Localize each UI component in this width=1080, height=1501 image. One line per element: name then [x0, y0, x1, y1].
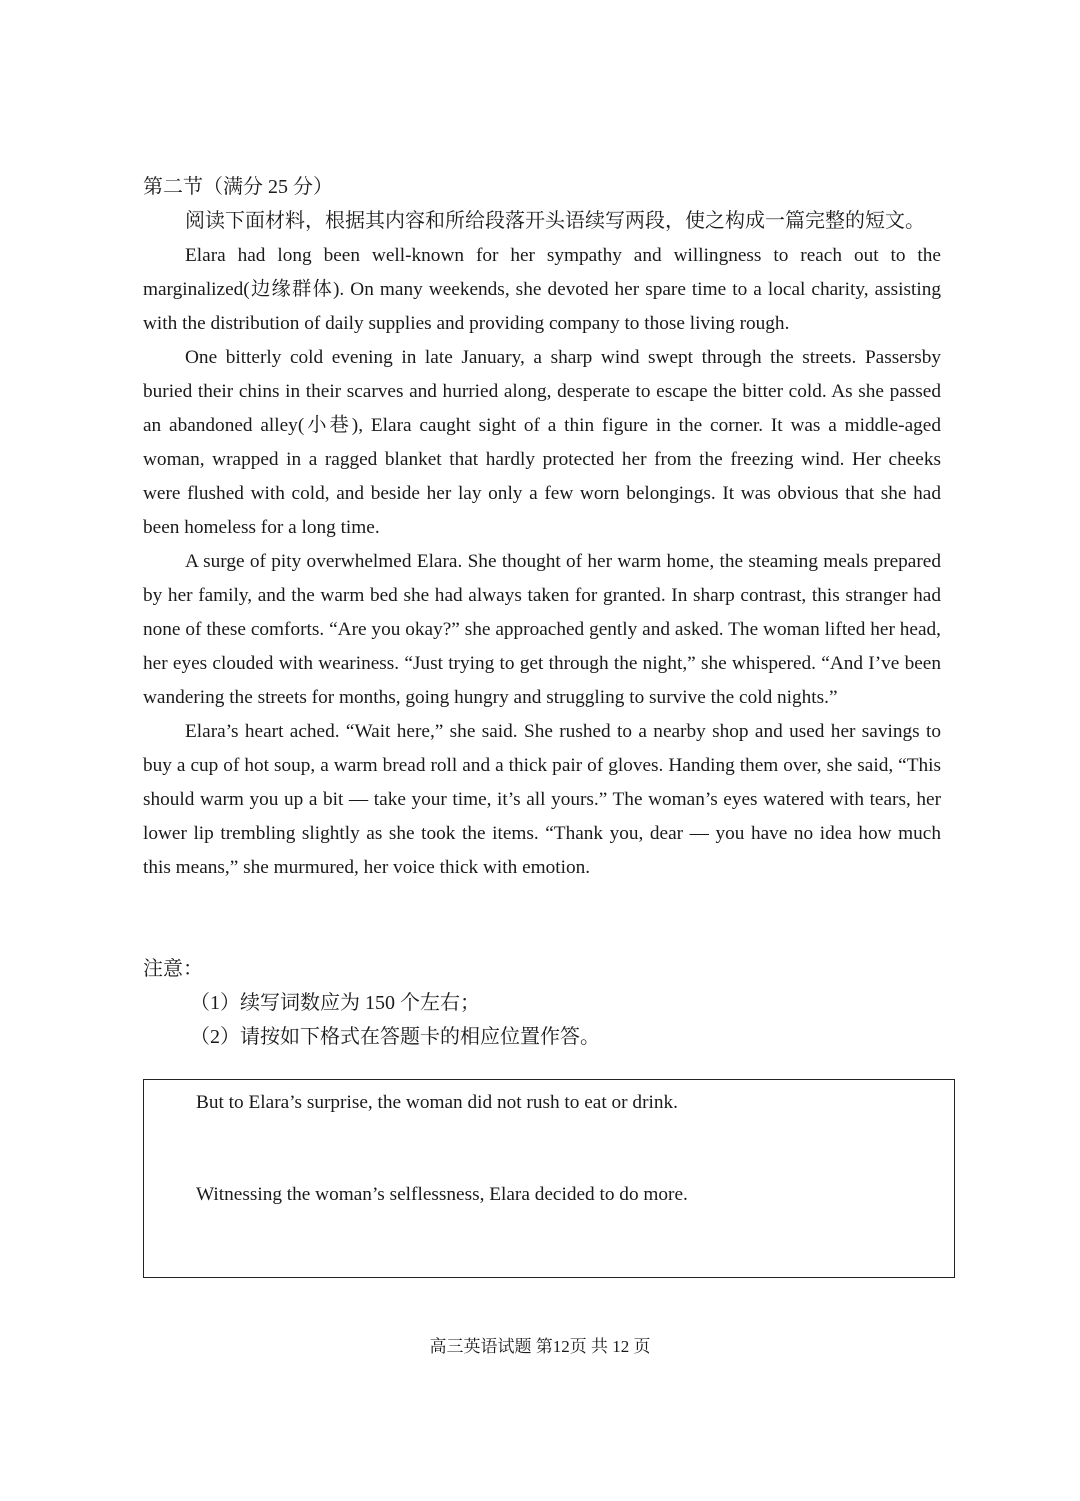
paragraph-opener-1: But to Elara’s surprise, the woman did not rush to eat or drink.: [196, 1092, 678, 1113]
paragraph-opener-2: Witnessing the woman’s selflessness, Elara decided to do more.: [196, 1184, 688, 1205]
passage-paragraph-2: One bitterly cold evening in late January, a sharp wind swept through the streets. Passersby buried their chins in their scarves and hurried along, desperate to escape the bitter cold. As she passed an abandoned alley(小巷), Elara caught sight of a thin figure in the corner. It was a middle-aged woman, wrapped in a ragged blanket that hardly protected her from the freezing wind. Her cheeks were flushed with cold, and beside her lay only a few worn belongings. It was obvious that she had been homeless for a long time.: [143, 347, 941, 538]
answer-format-box: [143, 1079, 955, 1278]
passage-paragraph-4: Elara’s heart ached. “Wait here,” she said. She rushed to a nearby shop and used her savings to buy a cup of hot soup, a warm bread roll and a thick pair of gloves. Handing them over, she said, “This should warm you up a bit — take your time, it’s all yours.” The woman’s eyes watered with tears, her lower lip trembling slightly as she took the items. “Thank you, dear — you have no idea how much this means,” she murmured, her voice thick with emotion.: [143, 721, 941, 878]
note-item-word-count: （1）续写词数应为 150 个左右；: [190, 992, 480, 1014]
passage-paragraph-3: A surge of pity overwhelmed Elara. She thought of her warm home, the steaming meals prepared by her family, and the warm bed she had always taken for granted. In sharp contrast, this stranger had none of these comforts. “Are you okay?” she approached gently and asked. The woman lifted her head, her eyes clouded with weariness. “Just trying to get through the night,” she whispered. “And I’ve been wandering the streets for months, going hungry and struggling to survive the cold nights.”: [143, 551, 941, 708]
page-footer: 高三英语试题 第12页 共 12 页: [429, 1337, 651, 1356]
passage-paragraph-1: Elara had long been well-known for her sympathy and willingness to reach out to the marginalized(边缘群体). On many weekends, she devoted her spare time to a local charity, assisting with the distribution of daily supplies and providing company to those living rough.: [143, 245, 941, 334]
notes-title: 注意：: [143, 958, 203, 980]
reading-passage: [143, 239, 941, 885]
note-item-answer-format: （2）请按如下格式在答题卡的相应位置作答。: [190, 1026, 600, 1048]
section-title: 第二节（满分 25 分）: [143, 176, 333, 198]
instruction-text: 阅读下面材料，根据其内容和所给段落开头语续写两段，使之构成一篇完整的短文。: [185, 210, 925, 232]
